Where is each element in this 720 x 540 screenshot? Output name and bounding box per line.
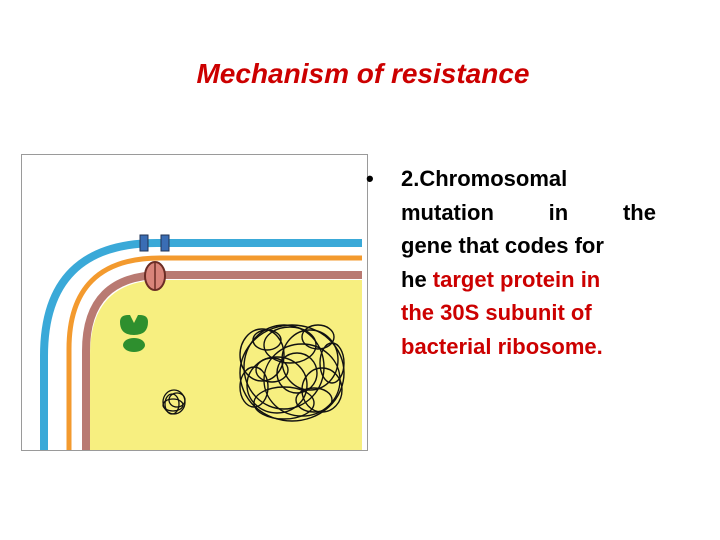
bacterial-cell-figure	[21, 154, 368, 451]
word-in: in	[548, 199, 569, 225]
slide-title: Mechanism of resistance	[196, 58, 530, 89]
porin-right	[161, 235, 169, 251]
word-the: the	[622, 199, 656, 225]
word-he: he	[401, 266, 433, 292]
bullet-line-1: 2.Chromosomal	[401, 166, 568, 191]
bullet-line-5: the 30S subunit of	[401, 300, 592, 325]
bullet-line-2	[401, 196, 656, 230]
bullet-marker: •	[366, 166, 374, 191]
porin-left	[140, 235, 148, 251]
word-mutation: mutation	[401, 199, 494, 225]
cytoplasm-region	[90, 280, 362, 451]
ribosome-small-subunit	[123, 338, 145, 352]
bullet-text	[401, 162, 656, 363]
bullet-line-6: bacterial ribosome.	[401, 333, 603, 359]
highlight-target-protein: target protein in	[432, 266, 601, 292]
bullet-line-4	[401, 263, 656, 297]
bullet-line-3: gene that codes for	[401, 233, 604, 258]
bacterial-cell-icon	[22, 155, 368, 451]
